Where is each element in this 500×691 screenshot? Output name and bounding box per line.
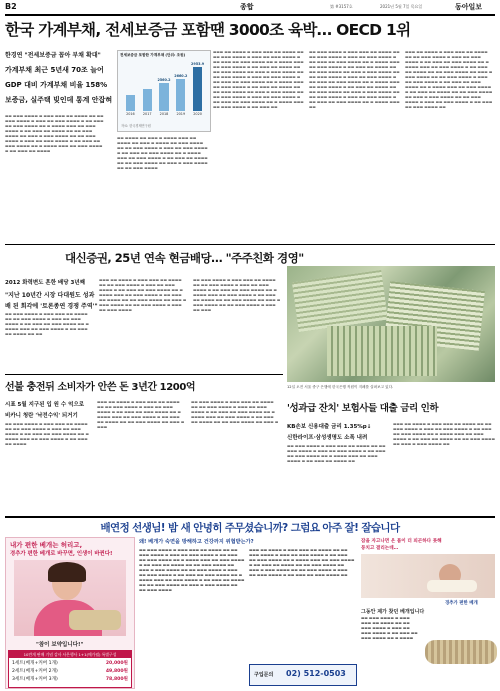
body-text: ▬▬ ▬▬▬ ▬▬▬▬ ▬ ▬▬▬ ▬▬▬ ▬▬ ▬▬▬▬ ▬▬ ▬▬ ▬▬▬ ▬▬▬▬ ▬ ▬▬▬ ▬▬ ▬▬▬ ▬▬▬▬ ▬ ▬▬ ▬▬▬ ▬▬ ▬▬▬ ▬▬▬▬ ▬▬ ▬ ▬▬▬▬ ▬▬▬ ▬▬ ▬▬▬ ▬▬▬▬ ▬ ▬▬ ▬▬▬ ▬▬ ▬▬▬▬ ▬▬ ▬▬ bbox=[5, 312, 89, 336]
pillow-image bbox=[427, 580, 477, 592]
pillow-image bbox=[69, 610, 121, 630]
price-row bbox=[12, 660, 128, 666]
body-text: ▬▬ ▬▬▬ ▬▬▬▬ ▬ ▬▬▬ ▬▬▬ ▬▬ ▬▬▬▬ ▬▬ ▬▬ ▬▬▬ ▬▬▬▬ ▬ ▬▬▬ ▬▬ ▬▬▬ ▬▬▬▬ ▬ ▬▬ ▬▬▬ ▬▬ ▬▬▬ ▬▬▬▬ ▬▬ ▬ ▬▬▬▬ ▬▬▬ ▬▬ ▬▬▬ ▬▬▬▬ ▬ ▬▬ ▬▬▬ ▬▬ ▬▬▬▬ ▬▬ bbox=[287, 444, 386, 463]
body-text: ▬▬▬ ▬▬ ▬▬▬▬ ▬ ▬▬▬ ▬▬▬ ▬▬ ▬▬▬▬ ▬▬ ▬▬ ▬▬▬ ▬▬▬▬ ▬ ▬▬▬ ▬▬ ▬▬▬ ▬▬▬▬ ▬ ▬▬ ▬▬▬ ▬▬ ▬▬▬ ▬▬▬▬ ▬▬ ▬ ▬▬▬▬ ▬▬▬ ▬▬ ▬▬▬ ▬▬▬▬ ▬ ▬▬ ▬▬▬ ▬▬ ▬▬▬▬ ▬▬ ▬▬ ▬▬▬ ▬▬▬▬ ▬▬ ▬▬▬ ▬ ▬▬▬ ▬▬▬▬ ▬▬ ▬▬ ▬▬▬ ▬▬▬▬ ▬ ▬▬▬ ▬▬ ▬▬▬ ▬▬▬▬ bbox=[99, 278, 187, 312]
chart-value-label: 2560.2 bbox=[157, 77, 171, 82]
chart-bar bbox=[126, 95, 135, 111]
ad-tagline: 내가 편한 베개는 허리고, bbox=[10, 541, 83, 549]
body-text: ▬▬▬ ▬▬ ▬▬▬▬ ▬ ▬▬▬ ▬▬▬ ▬▬ ▬▬▬▬ ▬▬ ▬▬ ▬▬▬ ▬▬▬▬ ▬ ▬▬▬ ▬▬ ▬▬▬ ▬▬▬▬ ▬ ▬▬ ▬▬▬ ▬▬ ▬▬▬ ▬▬▬▬ ▬▬ ▬ ▬▬▬▬ ▬▬▬ ▬▬ ▬▬▬ ▬▬▬▬ ▬ ▬▬ ▬▬▬ ▬▬ ▬▬▬▬ ▬▬ ▬▬ ▬▬▬ ▬▬▬▬ ▬▬ ▬▬▬ ▬ ▬▬▬ ▬▬▬▬ ▬▬ ▬▬ ▬▬▬ ▬▬▬▬ ▬ ▬▬▬ ▬▬ ▬▬▬ ▬▬▬▬ ▬ ▬▬ ▬▬▬ ▬▬ ▬▬▬ ▬▬▬▬ ▬▬ ▬ ▬▬▬▬ ▬▬▬ ▬▬ ▬▬▬ ▬▬▬▬ ▬ ▬▬ ▬▬▬ ▬▬ ▬▬▬▬ ▬▬ ▬▬ ▬▬▬ ▬▬▬▬ ▬▬ ▬▬▬ ▬ ▬▬▬ ▬▬▬▬ ▬▬ ▬▬ ▬▬▬ ▬▬▬▬ ▬ ▬▬▬ ▬▬ ▬▬▬ ▬▬▬▬ ▬ ▬▬ ▬▬▬ ▬▬ ▬▬▬ ▬▬▬▬ ▬▬ ▬ ▬▬▬▬ ▬▬▬ ▬▬ ▬▬▬ ▬▬▬▬ ▬ ▬▬ ▬▬▬ ▬▬ bbox=[213, 50, 304, 109]
spokesperson-quote: "참이 보약입니다!" bbox=[36, 642, 84, 648]
article-prepaid bbox=[5, 378, 283, 512]
sleeping-person-photo bbox=[361, 554, 495, 598]
summary-line: "지난 10년간 시장 다대원도 성과 bbox=[5, 292, 95, 299]
spokesperson-photo bbox=[14, 560, 126, 636]
debt-chart bbox=[117, 50, 211, 132]
ad-body-text: ▬▬ ▬▬▬ ▬▬▬▬ ▬ ▬▬▬ ▬▬▬ ▬▬ ▬▬▬▬ ▬▬ ▬▬ ▬▬▬ ▬▬▬▬ ▬ ▬▬▬ ▬▬ ▬▬▬ ▬▬▬▬ ▬ ▬▬ ▬▬▬ ▬▬ ▬▬▬ ▬▬▬▬ ▬▬ ▬ ▬▬▬▬ bbox=[361, 616, 418, 640]
chart-category-label: 2019 bbox=[176, 112, 186, 116]
chart-bar bbox=[159, 83, 168, 111]
body-text: ▬▬ ▬▬▬ ▬▬▬▬ ▬ ▬▬▬ ▬▬▬ ▬▬ ▬▬▬▬ ▬▬ ▬▬ ▬▬▬ ▬▬▬▬ ▬ ▬▬▬ ▬▬ ▬▬▬ ▬▬▬▬ ▬ ▬▬ ▬▬▬ ▬▬ ▬▬▬ ▬▬▬▬ ▬▬ ▬ ▬▬▬▬ ▬▬▬ ▬▬ ▬▬▬ ▬▬▬▬ ▬ ▬▬ ▬▬▬ ▬▬ ▬▬▬▬ ▬▬ ▬▬ ▬▬▬ ▬▬▬▬ ▬▬ ▬▬▬ ▬ ▬▬▬ ▬▬▬▬ ▬▬ ▬▬ ▬▬▬ ▬▬▬▬ ▬ ▬▬▬ ▬▬ ▬▬▬ ▬▬▬▬ ▬ ▬▬ ▬▬▬ ▬▬ ▬▬▬ ▬▬▬▬ ▬▬ ▬ ▬▬▬▬ ▬▬▬ ▬▬ ▬▬▬ ▬▬▬▬ ▬ ▬▬ ▬▬▬ ▬▬ ▬▬▬▬ ▬▬ ▬▬ ▬▬▬ ▬▬▬▬ ▬▬ ▬▬▬ ▬ ▬▬▬ ▬▬▬▬ ▬▬ ▬▬ ▬▬▬ ▬▬▬▬ ▬ ▬▬▬ ▬▬ ▬▬▬ ▬▬▬▬ ▬ ▬▬ ▬▬▬ ▬▬ ▬▬▬ ▬▬▬▬ ▬▬ ▬ ▬▬▬▬ ▬▬▬ ▬▬ bbox=[309, 50, 400, 109]
ad-question: 왜! 베개가 숙면을 방해하고 건강까지 위협받는가? bbox=[139, 539, 254, 545]
price-label: 1세트(베개+커버 1개) bbox=[12, 661, 58, 666]
chart-category-label: 2018 bbox=[159, 112, 169, 116]
summary-line: KB손보 신용대출 금리 1.35%p↓ bbox=[287, 424, 372, 430]
body-text: ▬▬ ▬▬▬▬ ▬▬ ▬▬▬ ▬ ▬▬▬▬ ▬▬▬ ▬▬ ▬▬▬▬ ▬▬ ▬▬▬ ▬ ▬▬▬▬ ▬▬ ▬▬▬ ▬▬▬▬ ▬▬ ▬▬ ▬▬▬ ▬▬▬▬ ▬ ▬▬▬ ▬▬ ▬▬▬ ▬▬▬▬ ▬ ▬▬ ▬▬▬ ▬▬ ▬▬▬ ▬▬▬▬ ▬▬ ▬ ▬▬▬▬ ▬▬▬ ▬▬ ▬▬▬ ▬▬▬▬ ▬ ▬▬ ▬▬▬ ▬▬ ▬▬▬▬ ▬▬ ▬▬ ▬▬▬ ▬▬▬▬ ▬▬ ▬▬▬ ▬ ▬▬▬ ▬▬▬▬ ▬▬ ▬▬ ▬▬▬ ▬▬▬▬ bbox=[117, 136, 208, 170]
person-hair bbox=[48, 562, 86, 582]
headline: '성과급 잔치' 보험사들 대출 금리 인하 bbox=[287, 403, 439, 414]
headline: 대신증권, 25년 연속 현금배당… "주주친화 경영" bbox=[65, 251, 304, 265]
issue-date: 2021년 5월 7일 목요일 bbox=[380, 4, 423, 9]
chart-bar bbox=[143, 89, 152, 111]
ad-right-tagline: 뭉치고 결리는데… bbox=[361, 546, 399, 551]
body-text: ▬▬▬ ▬▬ ▬▬▬▬ ▬ ▬▬▬ ▬▬▬ ▬▬ ▬▬▬▬ ▬▬ ▬▬ ▬▬▬ ▬▬▬▬ ▬ ▬▬▬ ▬▬ ▬▬▬ ▬▬▬▬ ▬ ▬▬ ▬▬▬ ▬▬ ▬▬▬ ▬▬▬▬ ▬▬ ▬ ▬▬▬▬ ▬▬▬ ▬▬ ▬▬▬ ▬▬▬▬ ▬ ▬▬ ▬▬▬ ▬▬ ▬▬▬▬ ▬▬ ▬▬ ▬▬▬ ▬▬▬▬ ▬▬ ▬▬▬ ▬ ▬▬▬ bbox=[97, 400, 185, 429]
headline: 한국 가계부채, 전세보증금 포함땐 3000조 육박… OECD 1위 bbox=[5, 21, 411, 39]
ad-phone-box[interactable] bbox=[249, 664, 357, 686]
subhead: 한경연 "전세보증금 꼽아 부채 확대" bbox=[5, 52, 101, 59]
subhead: 2012 화력변도 흔한 배당 3년째 bbox=[5, 280, 85, 286]
body-text: ▬▬ ▬▬▬ ▬▬▬▬ ▬ ▬▬▬ ▬▬▬ ▬▬ ▬▬▬▬ ▬▬ ▬▬ ▬▬▬ ▬▬▬▬ ▬ ▬▬▬ ▬▬ ▬▬▬ ▬▬▬▬ ▬ ▬▬ ▬▬▬ ▬▬ ▬▬▬ ▬▬▬▬ ▬▬ ▬ ▬▬▬▬ ▬▬▬ ▬▬ ▬▬▬ ▬▬▬▬ ▬ ▬▬ ▬▬▬ ▬▬ ▬▬▬▬ bbox=[5, 422, 89, 446]
price-row bbox=[12, 676, 128, 682]
body-text: ▬▬▬ ▬▬ ▬▬▬▬ ▬ ▬▬▬ ▬▬▬ ▬▬ ▬▬▬▬ ▬▬ ▬▬ ▬▬▬ ▬▬▬▬ ▬ ▬▬▬ ▬▬ ▬▬▬ ▬▬▬▬ ▬ ▬▬ ▬▬▬ ▬▬ ▬▬▬ ▬▬▬▬ ▬▬ ▬ ▬▬▬▬ ▬▬▬ ▬▬ ▬▬▬ ▬▬▬▬ ▬ ▬▬ ▬▬▬ ▬▬ ▬▬▬▬ ▬▬ ▬▬ ▬▬▬ ▬▬▬▬ ▬▬ ▬▬▬ ▬ ▬▬▬ ▬▬▬▬ ▬▬ bbox=[393, 422, 495, 446]
article-household-debt bbox=[5, 18, 495, 240]
chart-category-label: 2017 bbox=[142, 112, 152, 116]
banknote-stack bbox=[292, 270, 388, 332]
price-row bbox=[12, 668, 128, 674]
price-value: 78,800원 bbox=[105, 677, 128, 682]
summary-line: 비카니 청란 '낙전수익' 되거기 bbox=[5, 413, 78, 419]
summary-line: 가계부채 최근 5년새 70조 늘어 bbox=[5, 66, 104, 74]
price-value: 49,800원 bbox=[105, 669, 128, 674]
phone-number: 02) 512-0503 bbox=[286, 669, 346, 678]
pillow-image bbox=[425, 640, 497, 664]
summary-line: 시표 5월 지구된 입 원 수 억으로 bbox=[5, 402, 85, 408]
headline: 선불 충전뒤 소비자가 안쓴 돈 3년간 1200억 bbox=[5, 382, 196, 393]
body-text: ▬▬ ▬▬▬ ▬▬▬▬ ▬ ▬▬▬ ▬▬▬ ▬▬ ▬▬▬▬ ▬▬ ▬▬ ▬▬▬ ▬▬▬▬ ▬ ▬▬▬ ▬▬ ▬▬▬ ▬▬▬▬ ▬ ▬▬ ▬▬▬ ▬▬ ▬▬▬ ▬▬▬▬ ▬▬ ▬ ▬▬▬▬ ▬▬▬ ▬▬ ▬▬▬ ▬▬▬▬ ▬ ▬▬ ▬▬▬ ▬▬ ▬▬▬▬ ▬▬ ▬▬ ▬▬▬ ▬▬▬▬ ▬▬ ▬▬▬ ▬ ▬▬▬ ▬▬▬▬ ▬▬ ▬▬ ▬▬▬ ▬▬▬▬ ▬ ▬▬▬ ▬▬ ▬▬▬ bbox=[193, 278, 281, 312]
ad-right-headline: 그동안 제가 찾던 베개입니다 bbox=[361, 609, 425, 615]
product-label: 경추가 편한 베개 bbox=[445, 601, 478, 606]
page-number: B2 bbox=[5, 2, 17, 11]
price-label: 2세트(베개+커버 2개) bbox=[12, 669, 58, 674]
pillow-advertisement bbox=[5, 520, 495, 688]
chart-value-label: 2660.2 bbox=[174, 73, 188, 78]
body-text: ▬▬ ▬▬▬ ▬▬▬▬ ▬ ▬▬▬ ▬▬▬ ▬▬ ▬▬▬▬ ▬▬ ▬▬ ▬▬▬ ▬▬▬▬ ▬ ▬▬▬ ▬▬ ▬▬▬ ▬▬▬▬ ▬ ▬▬ ▬▬▬ ▬▬ ▬▬▬ ▬▬▬▬ ▬▬ ▬ ▬▬▬▬ ▬▬▬ ▬▬ ▬▬▬ ▬▬▬▬ ▬ ▬▬ ▬▬▬ ▬▬ ▬▬▬▬ ▬▬ ▬▬ ▬▬▬ ▬▬▬▬ ▬▬ ▬▬▬ ▬ ▬▬▬ ▬▬▬▬ ▬▬ ▬▬ ▬▬▬ ▬▬▬▬ ▬ ▬▬▬ ▬▬ ▬▬▬ ▬▬▬▬ ▬ ▬▬ ▬▬▬ ▬▬ ▬▬▬ ▬▬▬▬ ▬▬ ▬ ▬▬▬▬ ▬▬▬ ▬▬ ▬▬▬ ▬▬▬▬ ▬ ▬▬ ▬▬▬ ▬▬ ▬▬▬▬ bbox=[5, 114, 104, 153]
article-insurance bbox=[287, 400, 495, 512]
issue-number: 第 #3157호 bbox=[330, 4, 353, 9]
body-text: ▬▬▬ ▬▬ ▬▬▬▬ ▬ ▬▬▬ ▬▬▬ ▬▬ ▬▬▬▬ ▬▬ ▬▬ ▬▬▬ ▬▬▬▬ ▬ ▬▬▬ ▬▬ ▬▬▬ ▬▬▬▬ ▬ ▬▬ ▬▬▬ ▬▬ ▬▬▬ ▬▬▬▬ ▬▬ ▬ ▬▬▬▬ ▬▬▬ ▬▬ ▬▬▬ ▬▬▬▬ ▬ ▬▬ ▬▬▬ ▬▬ ▬▬▬▬ ▬▬ ▬▬ ▬▬▬ ▬▬▬▬ ▬▬ ▬▬▬ ▬ ▬▬▬ ▬▬▬▬ ▬▬ ▬▬ ▬▬▬ ▬▬▬▬ ▬ ▬▬▬ ▬▬ ▬▬▬ ▬▬▬▬ ▬ ▬▬ ▬▬▬ ▬▬ ▬▬▬ ▬▬▬▬ ▬▬ ▬ ▬▬▬▬ ▬▬▬ ▬▬ ▬▬▬ ▬▬▬▬ ▬ ▬▬ ▬▬▬ ▬▬ ▬▬▬▬ ▬▬ ▬▬ ▬▬▬ ▬▬▬▬ ▬▬ ▬▬▬ ▬ ▬▬▬ ▬▬▬▬ ▬▬ ▬▬ ▬▬▬ ▬▬▬▬ ▬ ▬▬▬ ▬▬ ▬▬▬ ▬▬▬▬ ▬ ▬▬ ▬▬▬ ▬▬ ▬▬▬ ▬▬▬▬ ▬▬ bbox=[405, 50, 493, 109]
ad-tagline: 경추가 편한 베개로 바꾸면, 인생이 바뀐다! bbox=[10, 551, 113, 557]
summary-line: GDP 대비 가계부채 비율 158% bbox=[5, 81, 108, 89]
body-text: ▬▬ ▬▬▬ ▬▬▬▬ ▬ ▬▬▬ ▬▬▬ ▬▬ ▬▬▬▬ ▬▬ ▬▬ ▬▬▬ ▬▬▬▬ ▬ ▬▬▬ ▬▬ ▬▬▬ ▬▬▬▬ ▬ ▬▬ ▬▬▬ ▬▬ ▬▬▬ ▬▬▬▬ ▬▬ ▬ ▬▬▬▬ ▬▬▬ ▬▬ ▬▬▬ ▬▬▬▬ ▬ ▬▬ ▬▬▬ ▬▬ ▬▬▬▬ ▬▬ ▬▬ ▬▬▬ ▬▬▬▬ ▬▬ ▬▬▬ ▬ bbox=[191, 400, 279, 424]
pillow-product-image bbox=[425, 632, 497, 672]
price-value: 20,000원 bbox=[105, 661, 128, 666]
chart-category-label: 2020 bbox=[193, 112, 202, 116]
chart-bar bbox=[193, 67, 202, 111]
chart-category-label: 2016 bbox=[126, 112, 135, 116]
cash-photo bbox=[287, 266, 495, 382]
paper-name: 동아일보 bbox=[455, 3, 483, 11]
phone-label: 구입문의 bbox=[254, 672, 274, 678]
chart-bar bbox=[176, 79, 185, 111]
promo-title: 10만개 판매 기념 감사 사은행사 1+1(메가펄) 특별구성 bbox=[9, 651, 131, 658]
photo-caption: 12일 오전 서울 중구 은행에 한국은행 직원이 지폐를 살펴보고 있다. bbox=[287, 385, 394, 389]
section-label: 종합 bbox=[240, 3, 254, 11]
ad-left-panel bbox=[5, 537, 135, 689]
chart-plot-area bbox=[122, 62, 206, 117]
summary-line: 보증금, 실주택 빚인데 통계 안잡혀 bbox=[5, 96, 113, 104]
chart-title: 전세보증금 포함한 가계부채 (단위: 조원) bbox=[120, 53, 186, 57]
summary-line: 신한라이프·삼성생명도 소폭 내려 bbox=[287, 435, 368, 441]
chart-value-label: 2953.9 bbox=[191, 62, 205, 66]
chart-source: 자료: 한국경제연구원 bbox=[121, 124, 151, 128]
ad-body-text: ▬▬▬ ▬▬ ▬▬▬▬ ▬ ▬▬▬ ▬▬▬ ▬▬ ▬▬▬▬ ▬▬ ▬▬ ▬▬▬ ▬▬▬▬ ▬ ▬▬▬ ▬▬ ▬▬▬ ▬▬▬▬ ▬ ▬▬ ▬▬▬ ▬▬ ▬▬▬ ▬▬▬▬ ▬▬ ▬ ▬▬▬▬ ▬▬▬ ▬▬ ▬▬▬ ▬▬▬▬ ▬ ▬▬ ▬▬▬ ▬▬ ▬▬▬▬ ▬▬ ▬▬ ▬▬▬ ▬▬▬▬ ▬▬ ▬▬▬ ▬ ▬▬▬ ▬▬▬▬ ▬▬ ▬▬ ▬▬▬ ▬▬▬▬ ▬ ▬▬▬ ▬▬ ▬▬▬ ▬▬▬▬ ▬ ▬▬ ▬▬▬ ▬▬ ▬▬▬ ▬▬▬▬ ▬▬ bbox=[249, 548, 355, 577]
banknote-stack bbox=[327, 326, 437, 376]
ad-headline: 배연정 선생님! 밤 새 안녕히 주무셨습니까? 그럼요 아주 잘! 잘습니다 bbox=[100, 522, 400, 534]
ad-body-text: ▬▬ ▬▬▬ ▬▬▬▬ ▬ ▬▬▬ ▬▬▬ ▬▬ ▬▬▬▬ ▬▬ ▬▬ ▬▬▬ ▬▬▬▬ ▬ ▬▬▬ ▬▬ ▬▬▬ ▬▬▬▬ ▬ ▬▬ ▬▬▬ ▬▬ ▬▬▬ ▬▬▬▬ ▬▬ ▬ ▬▬▬▬ ▬▬▬ ▬▬ ▬▬▬ ▬▬▬▬ ▬ ▬▬ ▬▬▬ ▬▬ ▬▬▬▬ ▬▬ ▬▬ ▬▬▬ ▬▬▬▬ ▬▬ ▬▬▬ ▬ ▬▬▬ ▬▬▬▬ ▬▬ ▬▬ ▬▬▬ ▬▬▬▬ ▬ ▬▬▬ ▬▬ ▬▬▬ ▬▬▬▬ ▬ ▬▬ ▬▬▬ ▬▬ ▬▬▬ ▬▬▬▬ ▬▬ ▬ ▬▬▬▬ ▬▬▬ ▬▬ ▬▬▬ ▬▬▬▬ ▬ ▬▬ ▬▬▬ ▬▬ ▬▬▬▬ ▬▬ ▬▬ ▬▬▬ ▬▬▬▬ ▬▬ ▬▬▬ ▬ ▬▬▬ ▬▬▬▬ ▬▬ ▬▬ ▬▬▬ ▬▬▬▬ bbox=[139, 548, 245, 592]
price-label: 3세트(베개+커버 3개) bbox=[12, 677, 58, 682]
promo-box bbox=[8, 650, 132, 688]
summary-line: 배 된 회각에 '토론종연 경쟁 주역'" bbox=[5, 303, 98, 310]
ad-right-tagline: 잠을 자고나면 온 몸이 더 피곤하다 못해 bbox=[361, 539, 442, 544]
